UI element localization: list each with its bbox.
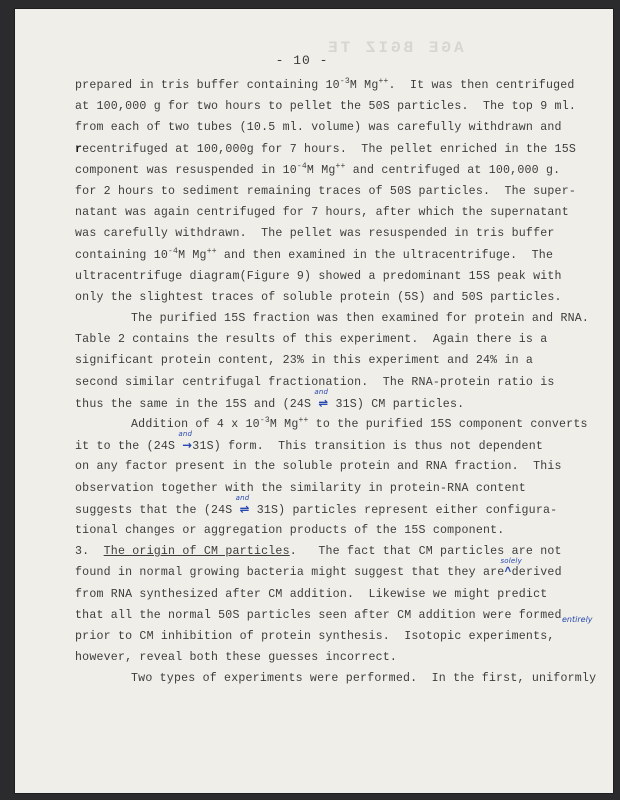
text-line: ultracentrifuge diagram(Figure 9) showed a predominant 15S peak with <box>75 269 562 283</box>
margin-note-entirely: entirely <box>562 615 593 624</box>
handwritten-insertion <box>500 557 522 583</box>
handwritten-insertion <box>314 387 329 415</box>
text-line: significant protein content, 23% in this experiment and 24% in a <box>75 354 534 368</box>
text-line: found in normal growing bacteria might suggest that they are solely ^derived <box>75 562 595 583</box>
text-line: second similar centrifugal fractionation. The RNA-protein ratio is <box>75 375 555 389</box>
body-text <box>75 75 595 689</box>
text-line: thus the same in the 15S and (24S and ⇌ 31S) CM particles. <box>75 393 595 414</box>
handwritten-solely: solely <box>500 557 522 566</box>
text-line: however, reveal both these guesses incorrect. <box>75 651 398 665</box>
handwritten-insertion <box>235 493 250 521</box>
section-heading: The origin of CM particles <box>103 545 290 559</box>
text-line: it to the (24S and →31S) form. This transition is thus not dependent <box>75 435 595 456</box>
equilibrium-arrow: ⇌ <box>318 395 329 410</box>
text-line: from each of two tubes (10.5 ml. volume) was carefully withdrawn and <box>75 121 562 135</box>
text-line: suggests that the (24S and ⇌ 31S) particles represent either configura- <box>75 499 595 520</box>
text-line: on any factor present in the soluble protein and RNA fraction. This <box>75 460 562 474</box>
insertion-caret: ^ <box>504 566 512 580</box>
text-line: Two types of experiments were performed. In the first, uniformly <box>131 672 597 686</box>
document-page <box>14 8 614 794</box>
text-line: at 100,000 g for two hours to pellet the 50S particles. The top 9 ml. <box>75 100 577 114</box>
handwritten-and: and <box>314 387 329 396</box>
text-line: Addition of 4 x $10^{-3}M$ Mg++ to the purified 15S component converts <box>131 416 588 431</box>
equilibrium-arrow: ⇌ <box>239 501 250 516</box>
text-line: for 2 hours to sediment remaining traces of 50S particles. The super- <box>75 184 577 198</box>
text-line: containing $10^{-4}M$ Mg++ and then examined in the ultracentrifuge. The <box>75 246 554 262</box>
handwritten-and: and <box>178 430 193 439</box>
text-line: The purified 15S fraction was then examined for protein and RNA. <box>131 312 590 326</box>
text-line: component was resuspended in $10^{-4}M$ Mg++ and centrifuged at 100,000 g. <box>75 161 561 177</box>
text-line: that all the normal 50S particles seen after CM addition were formed <box>75 608 562 622</box>
text-line: natant was again centrifuged for 7 hours, after which the supernatant <box>75 206 569 220</box>
text-line: prior to CM inhibition of protein synthesis. Isotopic experiments, <box>75 629 555 643</box>
text-line: tional changes or aggregation products of the 15S component. <box>75 523 505 537</box>
handwritten-and: and <box>235 493 250 502</box>
page-number: - 10 - <box>275 53 329 68</box>
corrected-letter: r <box>75 142 83 156</box>
text-line: prepared in tris buffer containing $10^{-3}M$ Mg++. It was then centrifuged <box>75 77 575 92</box>
text-line: Table 2 contains the results of this experiment. Again there is a <box>75 333 548 347</box>
text-line: observation together with the similarity in protein-RNA content <box>75 481 526 495</box>
handwritten-insertion <box>178 430 193 457</box>
text-line: only the slightest traces of soluble protein (5S) and 50S particles. <box>75 290 562 304</box>
text-line: from RNA synthesized after CM addition. Likewise we might predict <box>75 587 548 601</box>
text-line: recentrifuged at 100,000g for 7 hours. The pellet enriched in the 15S <box>75 142 577 156</box>
text-line: 3. The origin of CM particles. The fact that CM particles are not <box>75 545 562 559</box>
reaction-arrow: → <box>182 438 193 453</box>
bleed-through-text: AGE BGIZ TE <box>325 39 464 57</box>
text-line: was carefully withdrawn. The pellet was resuspended in tris buffer <box>75 227 555 241</box>
